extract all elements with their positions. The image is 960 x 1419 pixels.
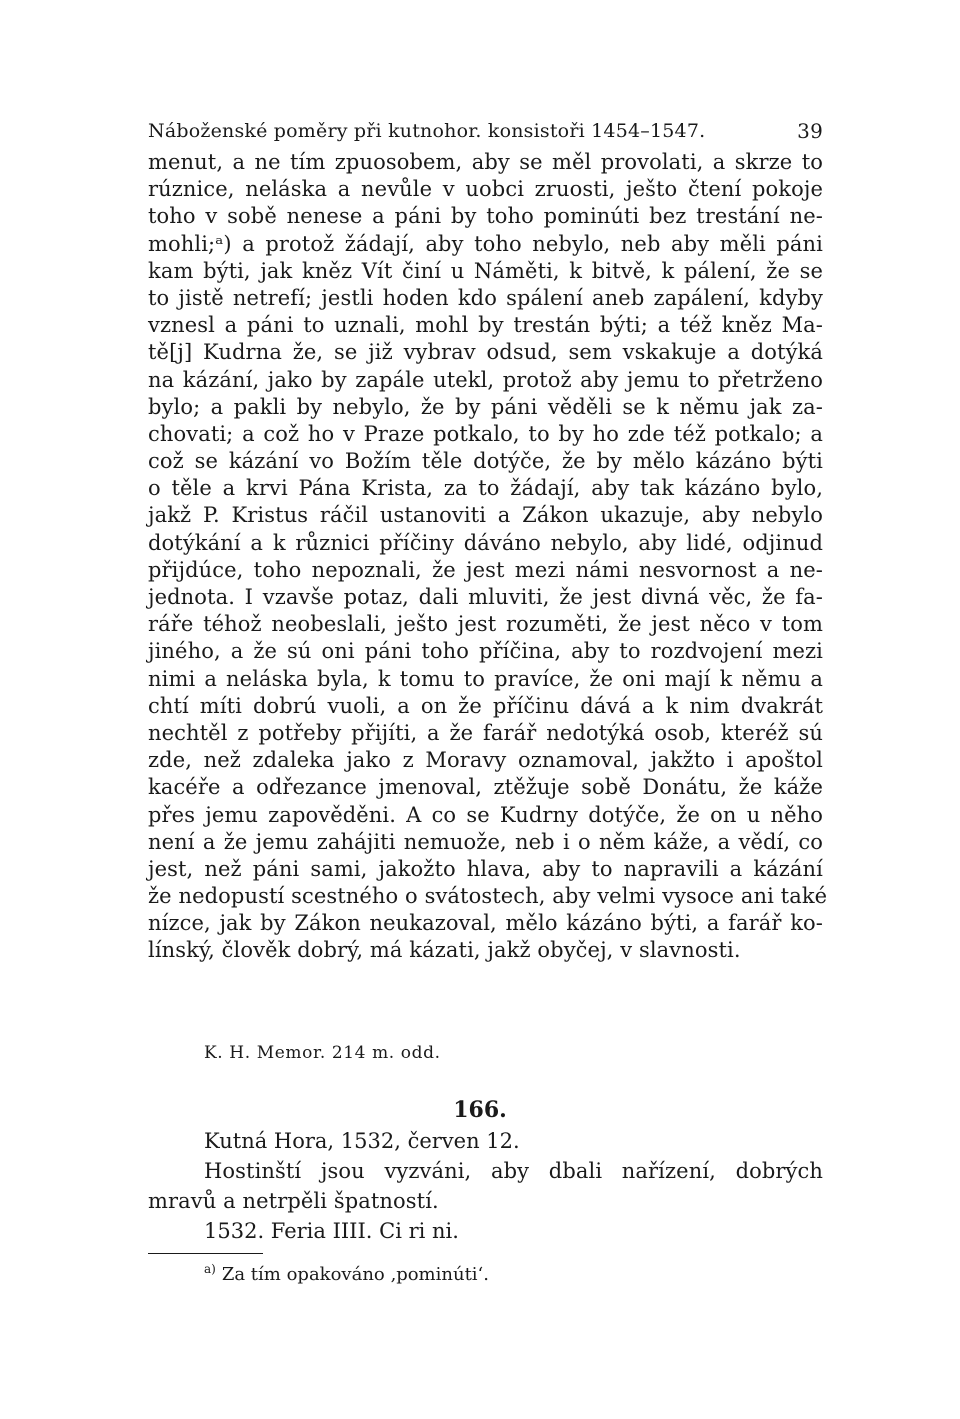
source-reference: K. H. Memor. 214 m. odd. — [204, 1043, 441, 1063]
regest-line: mravů a netrpěli špatností. — [148, 1189, 439, 1213]
footnote — [204, 1261, 489, 1289]
footnote-rule — [148, 1253, 263, 1254]
text-line: dotýkání a k různici příčiny dáváno nebylo, aby lidé, odjinud — [148, 530, 823, 555]
text-line: nechtěl z potřeby přijíti, a že farář nedotýká osob, kteréž sú — [148, 720, 823, 745]
text-line: na kázání, jako by zapále utekl, protož aby jemu to přetrženo — [148, 367, 823, 392]
text-line: vznesl a páni to uznali, mohl by trestán býti; a též kněz Ma- — [148, 313, 823, 338]
text-line: nízce, jak by Zákon neukazoval, mělo kázáno býti, a farář ko- — [148, 911, 823, 936]
page-number: 39 — [797, 119, 823, 143]
text-line: o těle a krvi Pána Krista, za to žádají, aby tak kázáno bylo, — [148, 476, 823, 501]
running-head-title: Náboženské poměry při kutnohor. konsistoři 1454–1547. — [148, 120, 706, 142]
text-line: jakž P. Kristus ráčil ustanoviti a Zákon ukazuje, aby nebylo — [148, 503, 823, 528]
document-number: 166. — [453, 1097, 507, 1123]
text-line: kacéře a odřezance jmenoval, ztěžuje sobě Donátu, že káže — [148, 775, 823, 800]
text-line: tě[j] Kudrna že, se již vybrav odsud, sem vskakuje a dotýká — [148, 340, 823, 365]
running-head — [148, 116, 823, 146]
footnote-mark: a) — [204, 1262, 216, 1276]
text-line: mohli;ᵃ) a protož žádají, aby toho nebylo, neb aby měli páni — [148, 231, 823, 256]
text-line: přes jemu zapověděni. A co se Kudrny dotýče, že on u něho — [148, 802, 823, 827]
text-line: zde, než zdaleka jako z Moravy oznamoval, jakžto i apoštol — [148, 748, 823, 773]
text-line: toho v sobě nenese a páni by toho pominúti bez trestání ne- — [148, 204, 823, 229]
text-line: že nedopustí scestného o svátostech, aby velmi vysoce ani také — [148, 884, 828, 909]
body-text — [148, 149, 828, 965]
text-line: bylo; a pakli by nebylo, že by páni věděli se k němu jak za- — [148, 394, 823, 419]
text-line: není a že jemu zahájiti nemuože, neb i o něm káže, a vědí, co — [148, 829, 823, 854]
text-line: chovati; a což ho v Praze potkalo, to by ho zde též potkalo; a — [148, 421, 823, 446]
text-line: přijdúce, toho nepoznali, že jest mezi námi nesvornost a ne- — [148, 557, 823, 582]
text-line: ráře téhož neobeslali, ješto jest rozuměti, že jest něco v tom — [148, 612, 823, 637]
text-line: línský, člověk dobrý, má kázati, jakž obyčej, v slavnosti. — [148, 938, 741, 963]
text-line: menut, a ne tím zpuosobem, aby se měl provolati, a skrze to — [148, 150, 823, 174]
place-date: Kutná Hora, 1532, červen 12. — [204, 1129, 520, 1153]
regest-line: Hostinští jsou vyzváni, aby dbali nařízení, dobrých — [204, 1159, 823, 1183]
text-line: jednota. I vzavše potaz, dali mluviti, že jest divná věc, že fa- — [148, 585, 823, 609]
text-line: což se kázání vo Božím těle dotýče, že by mělo kázáno býti — [148, 449, 823, 474]
dating-line: 1532. Feria IIII. Ci ri ni. — [204, 1219, 459, 1243]
text-line: to jistě netrefí; jestli hoden kdo spálení aneb zapálení, kdyby — [148, 285, 823, 310]
text-line: chtí míti dobrú vuoli, a on že příčinu dává a k nim dvakrát — [148, 693, 823, 718]
text-line: rúznice, neláska a nevůle v uobci zruosti, ješto čtení pokoje — [148, 177, 823, 202]
text-line: kam býti, jak kněz Vít činí u Náměti, k bitvě, k pálení, že se — [148, 258, 823, 283]
regest — [148, 1156, 823, 1216]
text-line: jiného, a že sú oni páni toho příčina, aby to rozdvojení mezi — [148, 639, 823, 664]
text-line: jest, než páni sami, jakožto hlava, aby to napravili a kázání — [148, 856, 823, 881]
text-line: nimi a neláska byla, k tomu to pravíce, že oni mají k němu a — [148, 666, 823, 691]
footnote-text: Za tím opakováno ‚pominúti‘. — [221, 1264, 489, 1285]
